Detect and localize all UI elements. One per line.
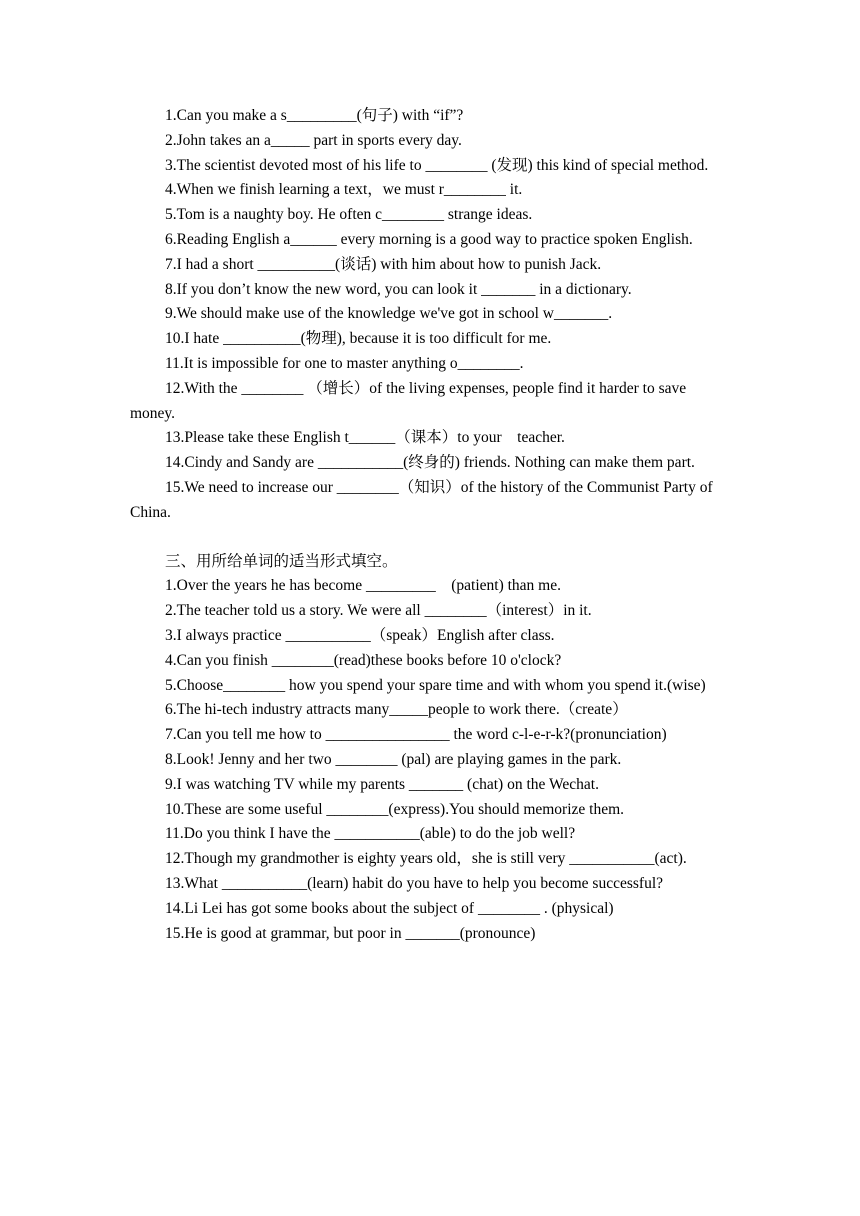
section-three-heading: 三、用所给单词的适当形式填空。 — [165, 552, 398, 570]
list-item: 15.We need to increase our ________（知识）of the history of the Communist Party of China. — [130, 478, 713, 521]
list-item: 4.When we finish learning a text，we must r________ it. — [165, 181, 523, 199]
list-item: 3.I always practice ___________（speak）English after class. — [165, 626, 555, 644]
list-item: 5.Choose________ how you spend your spare time and with whom you spend it.(wise) — [165, 676, 706, 694]
list-item: 11.It is impossible for one to master anything o________. — [165, 354, 524, 372]
list-item: 7.Can you tell me how to ________________ the word c-l-e-r-k?(pronunciation) — [165, 726, 667, 744]
list-item: 6.Reading English a______ every morning is a good way to practice spoken English. — [165, 230, 693, 248]
list-item: 8.Look! Jenny and her two ________ (pal) are playing games in the park. — [165, 750, 622, 768]
list-item: 4.Can you finish ________(read)these books before 10 o'clock? — [165, 651, 562, 669]
list-item: 13.Please take these English t______（课本）to your teacher. — [165, 429, 565, 447]
list-item: 5.Tom is a naughty boy. He often c________ strange ideas. — [165, 206, 533, 224]
list-item: 7.I had a short __________(谈话) with him about how to punish Jack. — [165, 255, 602, 273]
list-item: 2.The teacher told us a story. We were all ________（interest）in it. — [165, 602, 592, 620]
list-item: 1.Can you make a s_________(句子) with “if”? — [165, 107, 464, 124]
list-item: 13.What ___________(learn) habit do you have to help you become successful? — [165, 874, 664, 892]
list-item: 10.I hate __________(物理), because it is too difficult for me. — [165, 330, 552, 348]
list-item: 11.Do you think I have the ___________(able) to do the job well? — [165, 825, 576, 843]
list-item: 9.I was watching TV while my parents _______ (chat) on the Wechat. — [165, 775, 599, 793]
list-item: 14.Li Lei has got some books about the subject of ________ . (physical) — [165, 899, 614, 917]
list-item: 6.The hi-tech industry attracts many_____people to work there.（create） — [165, 701, 628, 719]
list-item: 10.These are some useful ________(express).You should memorize them. — [165, 800, 625, 818]
list-item: 9.We should make use of the knowledge we've got in school w_______. — [165, 305, 613, 323]
list-item: 1.Over the years he has become _________ (patient) than me. — [165, 577, 561, 595]
list-item: 3.The scientist devoted most of his life to ________ (发现) this kind of special method. — [165, 156, 709, 174]
list-item: 12.Though my grandmother is eighty years old，she is still very ___________(act). — [165, 850, 687, 868]
worksheet-page — [130, 104, 730, 946]
section-three-list — [130, 574, 730, 946]
list-item: 2.John takes an a_____ part in sports every day. — [165, 131, 462, 149]
section-two-list — [130, 104, 730, 526]
list-item: 15.He is good at grammar, but poor in _______(pronounce) — [165, 924, 536, 942]
list-item: 8.If you don’t know the new word, you can look it _______ in a dictionary. — [165, 280, 632, 298]
list-item: 12.With the ________ （增长）of the living expenses, people find it harder to save money. — [130, 379, 687, 422]
list-item: 14.Cindy and Sandy are ___________(终身的) friends. Nothing can make them part. — [165, 454, 695, 472]
section-spacer — [130, 526, 730, 550]
